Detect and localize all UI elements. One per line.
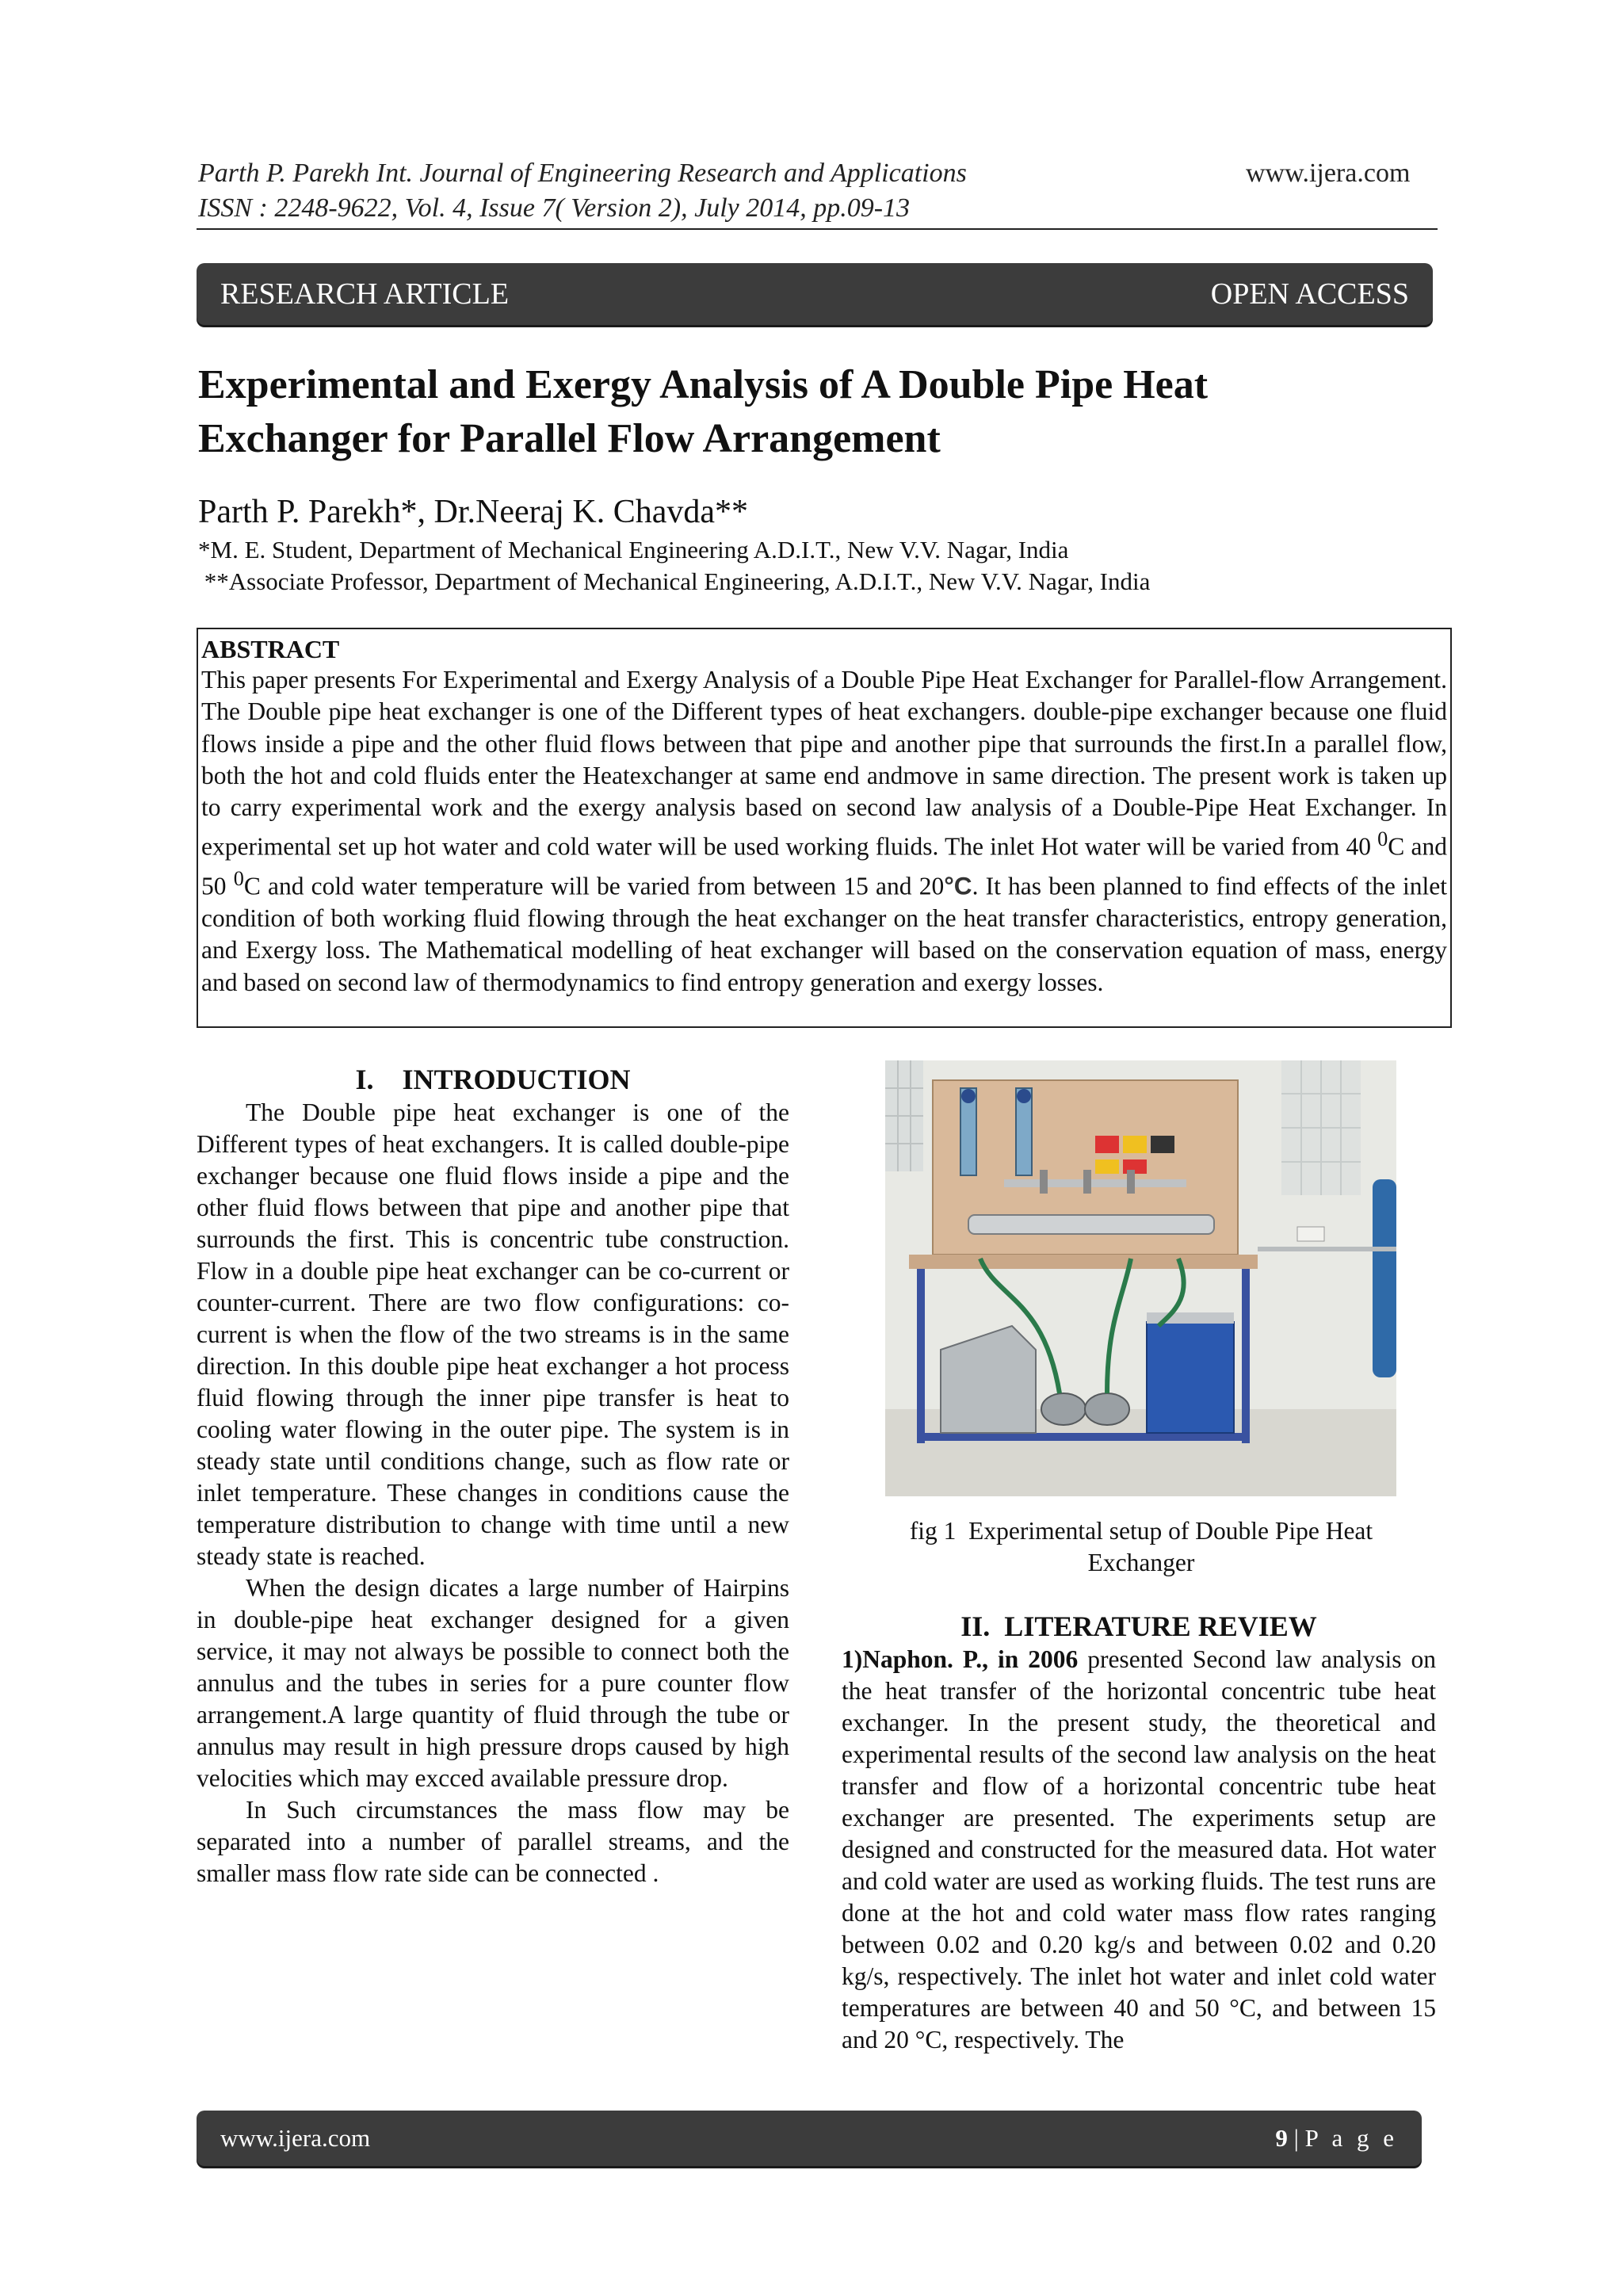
header-website: www.ijera.com xyxy=(1246,159,1411,188)
literature-entry-text: presented Second law analysis on the heat transfer of the horizontal concentric tube heat exchanger. In the present study, the theoretical and experimental results of the second law analysis on the heat transfer and flow of a horizontal concentric tube heat exchanger are presented. The experiments setup are designed and constructed for the measured data. Hot water and cold water are used as working fluids. The test runs are done at the hot and cold water mass flow rates ranging between 0.02 and 0.20 kg/s and between 0.02 and 0.20 kg/s, respectively. The inlet hot water and inlet cold water temperatures are between 40 and 50 °C, and between 15 and 20 °C, respectively. The xyxy=(842,1645,1437,2053)
affiliation-2: **Associate Professor, Department of Mechanical Engineering, A.D.I.T., New V.V. Nagar, India xyxy=(198,567,1151,595)
page-label: P a g e xyxy=(1304,2124,1398,2152)
literature-entry-lead: 1)Naphon. P., in 2006 xyxy=(842,1645,1079,1673)
abstract-text-d: . It has been planned to find effects of the inlet condition of both working fluid flowing through the heat exchanger on the heat transfer characteristics, entropy generation, and Exergy loss. The Mathematical modelling of heat exchanger will based on the conservation equation of mass, energy and based on second law of thermodynamics to find entropy generation and exergy losses. xyxy=(201,872,1447,996)
abstract-box xyxy=(197,628,1452,1028)
literature-review-heading: II. LITERATURE REVIEW xyxy=(960,1610,1317,1642)
abstract-text xyxy=(201,664,1447,999)
experimental-setup-photo xyxy=(885,1060,1396,1496)
photo-illustration xyxy=(885,1060,1396,1496)
title-line1: Experimental and Exergy Analysis of A Double Pipe Heat xyxy=(198,362,1209,407)
affiliation-1: *M. E. Student, Department of Mechanical Engineering A.D.I.T., New V.V. Nagar, India xyxy=(198,536,1069,563)
journal-citation-line2: ISSN : 2248-9622, Vol. 4, Issue 7( Version 2), July 2014, pp.09-13 xyxy=(198,193,911,223)
page-separator: | xyxy=(1287,2124,1305,2152)
title-line2: Exchanger for Parallel Flow Arrangement xyxy=(198,416,941,461)
open-access-label: OPEN ACCESS xyxy=(1210,277,1409,311)
literature-entry-1 xyxy=(842,1644,1436,2056)
figure-caption-line1: fig 1 Experimental setup of Double Pipe Heat xyxy=(909,1517,1373,1545)
page-footer xyxy=(197,2111,1422,2166)
intro-paragraph-3: In Such circumstances the mass flow may be separated into a number of parallel streams, and the smaller mass flow rate side can be connected . xyxy=(197,1796,789,1887)
degree-superscript: 0 xyxy=(233,867,244,891)
article-type-banner xyxy=(197,263,1433,325)
page-indicator xyxy=(1275,2124,1398,2153)
figure-caption xyxy=(872,1515,1411,1579)
intro-paragraph-1: The Double pipe heat exchanger is one of the Different types of heat exchangers. It is called double-pipe exchanger because one fluid flows inside a pipe and the other fluid flows between that pipe and another pipe that surrounds the first. This is concentric tube construction. Flow in a double pipe heat exchanger can be co-current or counter-current. There are two flow configurations: co-current is when the flow of the two streams is in the same direction. In this double pipe heat exchanger a hot process fluid flowing through the inner pipe transfer is heat to cooling water flowing in the outer pipe. The system is in steady state until conditions change, such as flow rate or inlet temperature. These changes in conditions cause the temperature distribution to change with time until a new steady state is reached. xyxy=(197,1098,789,1570)
introduction-section xyxy=(197,1062,789,1889)
research-article-label: RESEARCH ARTICLE xyxy=(220,277,510,311)
abstract-text-b: C and 50 xyxy=(201,832,1447,900)
author-list: Parth P. Parekh*, Dr.Neeraj K. Chavda** xyxy=(198,494,749,530)
degree-superscript: 0 xyxy=(1377,827,1388,851)
literature-review-section xyxy=(842,1609,1436,2056)
introduction-heading: I. INTRODUCTION xyxy=(355,1064,631,1095)
abstract-text-a: This paper presents For Experimental and Exergy Analysis of a Double Pipe Heat Exchanger for Parallel-flow Arrangement. The Double pipe heat exchanger is one of the Different types of heat exchangers. double-pipe exchanger because one fluid flows inside a pipe and the other fluid flows between that pipe and another pipe that surrounds the first.In a parallel flow, both the hot and cold fluids enter the Heatexchanger at same end andmove in same direction. The present work is taken up to carry experimental work and the exergy analysis based on second law analysis of a Double-Pipe Heat Exchanger. In experimental set up hot water and cold water will be used working fluids. The inlet Hot water will be varied from 40 xyxy=(201,666,1447,861)
figure-caption-line2: Exchanger xyxy=(1087,1549,1195,1576)
intro-paragraph-2: When the design dicates a large number of Hairpins in double-pipe heat exchanger designed for a given service, it may not always be possible to connect both the annulus and the tubes in series for a pure counter flow arrangement.A large quantity of fluid through the tube or annulus may result in high pressure drops caused by high velocities which may excced available pressure drop. xyxy=(197,1574,789,1792)
header-rule xyxy=(197,228,1438,230)
paper-title xyxy=(198,358,1450,466)
abstract-heading: ABSTRACT xyxy=(201,635,340,663)
window-grid xyxy=(885,1060,923,1171)
degree-celsius-symbol: °C xyxy=(944,871,972,900)
footer-website: www.ijera.com xyxy=(220,2124,371,2152)
journal-citation-line1: Parth P. Parekh Int. Journal of Engineering Research and Applications xyxy=(198,159,967,188)
abstract-text-c: C and cold water temperature will be varied from between 15 and 20 xyxy=(243,872,945,900)
page-number: 9 xyxy=(1275,2124,1288,2152)
